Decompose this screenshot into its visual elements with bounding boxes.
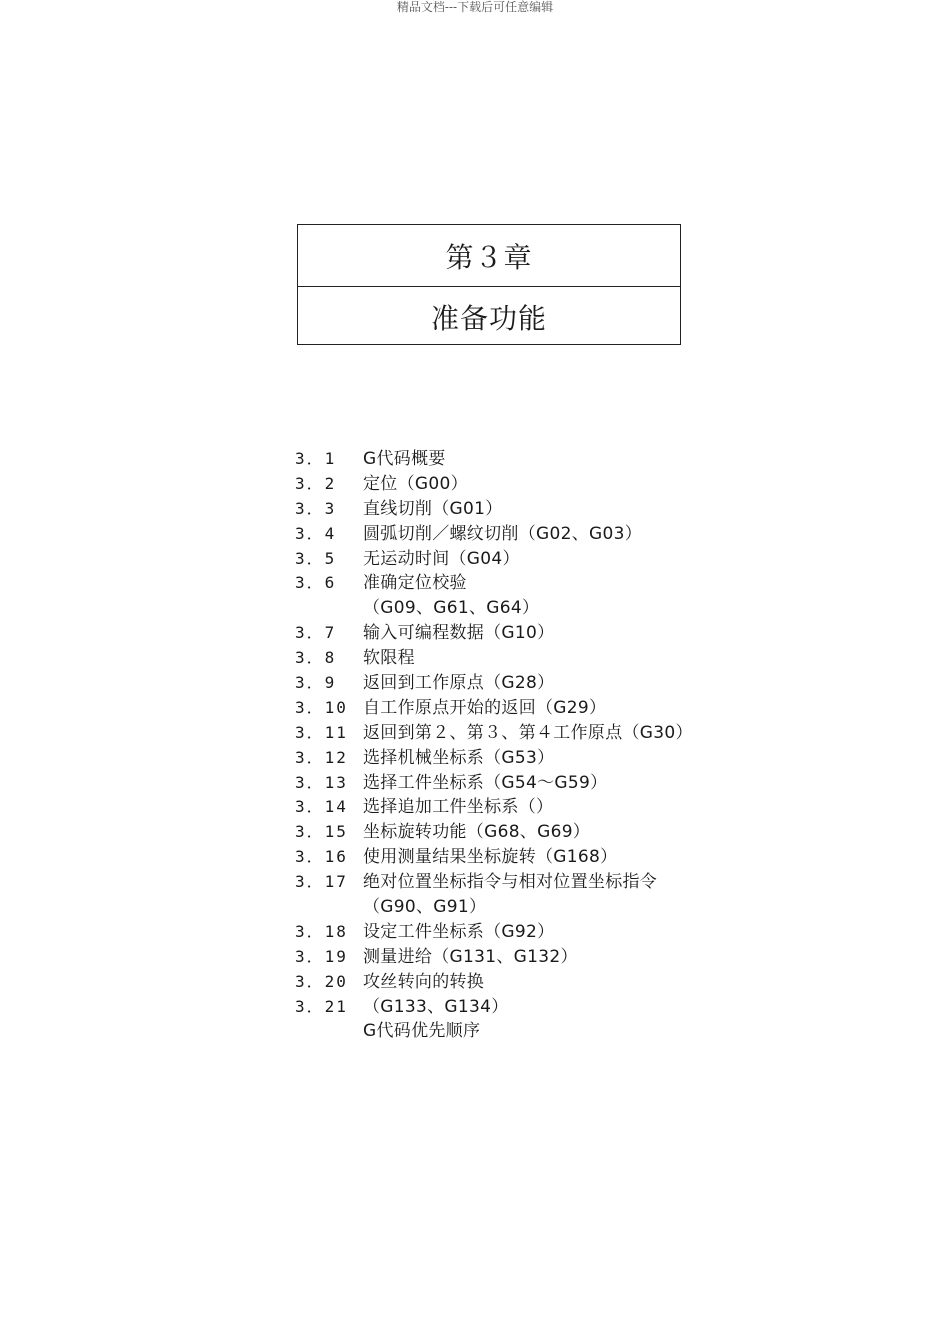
toc-entry[interactable] xyxy=(295,696,735,721)
toc-entry[interactable] xyxy=(295,596,735,621)
toc-entry-number: 3．2 xyxy=(295,473,337,493)
toc-entry-number: 3．14 xyxy=(295,797,348,817)
toc-entry-title: 选择工件坐标系（G54～G59） xyxy=(363,772,608,793)
toc-entry[interactable] xyxy=(295,845,735,870)
toc-entry-title: （G90、G91） xyxy=(363,897,487,918)
toc-entry-number: 3．10 xyxy=(295,697,348,717)
toc-entry-title: 使用测量结果坐标旋转（G168） xyxy=(363,847,618,868)
toc-entry[interactable] xyxy=(295,571,735,596)
toc-entry-title: 坐标旋转功能（G68、G69） xyxy=(363,822,591,843)
toc-entry[interactable] xyxy=(295,895,735,920)
toc-entry-title: 设定工件坐标系（G92） xyxy=(363,921,555,942)
toc-entry-title: 输入可编程数据（G10） xyxy=(363,623,555,644)
toc-entry-number: 3．3 xyxy=(295,498,337,518)
toc-entry-title: 返回到第２、第３、第４工作原点（G30） xyxy=(363,722,693,743)
toc-entry[interactable] xyxy=(295,920,735,945)
toc-entry-title: 选择追加工件坐标系（） xyxy=(363,797,554,818)
toc-entry-title: 绝对位置坐标指令与相对位置坐标指令 xyxy=(363,872,658,893)
toc-entry[interactable] xyxy=(295,995,735,1020)
toc-entry-number: 3．6 xyxy=(295,573,337,593)
toc-entry-title: 攻丝转向的转换 xyxy=(363,971,485,992)
chapter-title-box xyxy=(297,224,681,345)
toc-entry[interactable] xyxy=(295,771,735,796)
toc-entry-number: 3．12 xyxy=(295,747,348,767)
toc-entry[interactable] xyxy=(295,1019,735,1044)
toc-entry-title: （G09、G61、G64） xyxy=(363,598,540,619)
toc-entry-title: 定位（G00） xyxy=(363,473,468,494)
toc-entry-number xyxy=(295,596,363,621)
toc-entry-number: 3．15 xyxy=(295,822,348,842)
chapter-title: 准备功能 xyxy=(430,302,547,335)
toc-entry[interactable] xyxy=(295,472,735,497)
toc-entry[interactable] xyxy=(295,497,735,522)
toc-entry-title: 圆弧切削／螺纹切削（G02、G03） xyxy=(363,523,643,544)
chapter-number: 第３章 xyxy=(298,225,680,287)
toc-entry-title: 无运动时间（G04） xyxy=(363,548,520,569)
toc-entry[interactable] xyxy=(295,646,735,671)
toc-entry-title: G代码优先顺序 xyxy=(363,1021,481,1042)
toc-entry-title: （G133、G134） xyxy=(363,996,509,1017)
toc-entry-number: 3．9 xyxy=(295,673,337,693)
page-header-note: 精品文档---下载后可任意编辑 xyxy=(396,0,554,14)
toc-entry-number: 3．20 xyxy=(295,971,348,991)
toc-entry-number: 3．16 xyxy=(295,847,348,867)
toc-entry-title: 软限程 xyxy=(363,648,415,669)
toc-entry[interactable] xyxy=(295,447,735,472)
toc-entry-title: 自工作原点开始的返回（G29） xyxy=(363,697,607,718)
toc-entry-number xyxy=(295,895,363,920)
toc-entry[interactable] xyxy=(295,671,735,696)
toc-entry-number xyxy=(295,1019,363,1044)
toc-entry[interactable] xyxy=(295,795,735,820)
table-of-contents xyxy=(295,447,735,1044)
toc-entry-number: 3．7 xyxy=(295,623,337,643)
toc-entry-number: 3．4 xyxy=(295,523,337,543)
toc-entry-number: 3．19 xyxy=(295,946,348,966)
toc-entry-title: G代码概要 xyxy=(363,449,446,469)
toc-entry-title: 选择机械坐标系（G53） xyxy=(363,747,555,768)
toc-entry-title: 直线切削（G01） xyxy=(363,498,503,519)
toc-entry-number: 3．5 xyxy=(295,548,337,568)
toc-entry[interactable] xyxy=(295,721,735,746)
toc-entry[interactable] xyxy=(295,547,735,572)
toc-entry[interactable] xyxy=(295,870,735,895)
toc-entry[interactable] xyxy=(295,522,735,547)
toc-entry-title: 测量进给（G131、G132） xyxy=(363,946,578,967)
toc-entry[interactable] xyxy=(295,945,735,970)
toc-entry-number: 3．21 xyxy=(295,996,348,1016)
toc-entry-number: 3．1 xyxy=(295,449,337,468)
toc-entry[interactable] xyxy=(295,621,735,646)
toc-entry-number: 3．13 xyxy=(295,772,348,792)
toc-entry-number: 3．17 xyxy=(295,872,348,892)
toc-entry-number: 3．8 xyxy=(295,648,337,668)
toc-entry-title: 返回到工作原点（G28） xyxy=(363,673,555,694)
toc-entry-number: 3．18 xyxy=(295,921,348,941)
toc-entry[interactable] xyxy=(295,820,735,845)
toc-entry[interactable] xyxy=(295,746,735,771)
toc-entry[interactable] xyxy=(295,970,735,995)
toc-entry-title: 准确定位校验 xyxy=(363,573,467,594)
toc-entry-number: 3．11 xyxy=(295,722,348,742)
